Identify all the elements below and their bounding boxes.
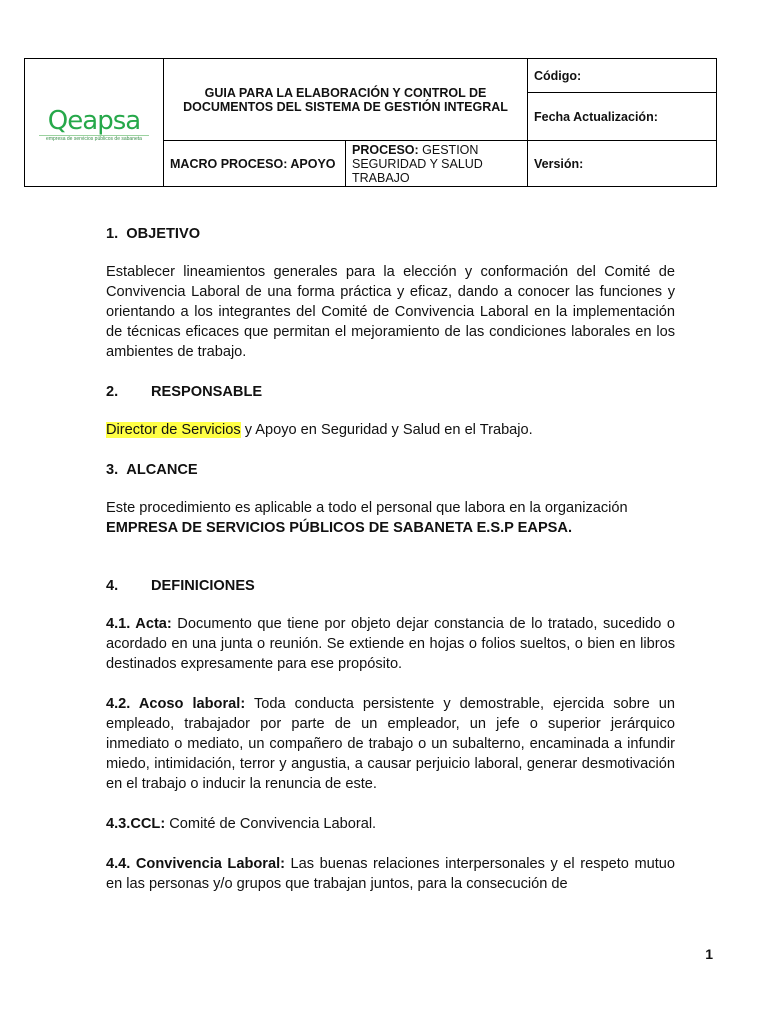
logo-tagline: empresa de servicios públicos de sabaneta [39,135,149,143]
definition-item: 4.4. Convivencia Laboral: Las buenas relaciones interpersonales y el respeto mutuo en las personas y/o grupos que trabajan juntos, para la consecución de [106,856,676,892]
logo-cell [25,59,164,187]
document-title: GUIA PARA LA ELABORACIÓN Y CONTROL DE DOCUMENTOS DEL SISTEMA DE GESTIÓN INTEGRAL [164,59,528,141]
highlighted-text: Director de Servicios [106,422,241,438]
section-heading-responsable: 2. RESPONSABLE [106,384,263,400]
responsable-text: Director de Servicios y Apoyo en Seguridad y Salud en el Trabajo. [106,422,533,438]
company-name: EMPRESA DE SERVICIOS PÚBLICOS DE SABANETA E.S.P EAPSA. [106,520,573,536]
definition-item: 4.3.CCL: Comité de Convivencia Laboral. [106,816,377,832]
codigo-field: Código: [528,59,717,93]
eapsa-logo [39,108,149,143]
section-heading-alcance: 3. ALCANCE [106,462,198,478]
objetivo-text: Establecer lineamientos generales para la elección y conformación del Comité de Convivencia Laboral de una forma práctica y eficaz, dando a conocer las funciones y orientando a los integrantes del Comité de Convivencia Laboral en la implementación de técnicas eficaces que permitan el mejoramiento de las condiciones laborales en los ambientes de trabajo. [106,264,675,360]
logo-wordmark: Qeapsa [47,106,141,136]
alcance-text: Este procedimiento es aplicable a todo el personal que labora en la organización [106,500,628,516]
document-body [106,224,675,894]
section-heading-objetivo: 1. OBJETIVO [106,226,201,242]
proceso-field: PROCESO: GESTION SEGURIDAD Y SALUD TRABAJO [346,141,528,187]
fecha-actualizacion-field: Fecha Actualización: [528,93,717,141]
definition-item: 4.1. Acta: Documento que tiene por objeto dejar constancia de lo tratado, sucedido o acordado en una junta o reunión. Se extiende en hojas o folios sueltos, o bien en libros destinados expresamente para ese propósito. [106,616,675,672]
definition-item: 4.2. Acoso laboral: Toda conducta persistente y demostrable, ejercida sobre un empleado, trabajador por parte de un empleador, un jefe o superior jerárquico inmediato o mediato, un compañero de trabajo o un subalterno, encaminada a infundir miedo, intimidación, terror y angustia, a causar perjuicio laboral, generar desmotivación en el trabajo o inducir la renuncia de este. [106,696,675,792]
page-number: 1 [705,946,713,962]
section-heading-definiciones: 4. DEFINICIONES [106,578,255,594]
macro-proceso-field: MACRO PROCESO: APOYO [164,141,346,187]
version-field: Versión: [528,141,717,187]
document-header-table [24,58,717,187]
